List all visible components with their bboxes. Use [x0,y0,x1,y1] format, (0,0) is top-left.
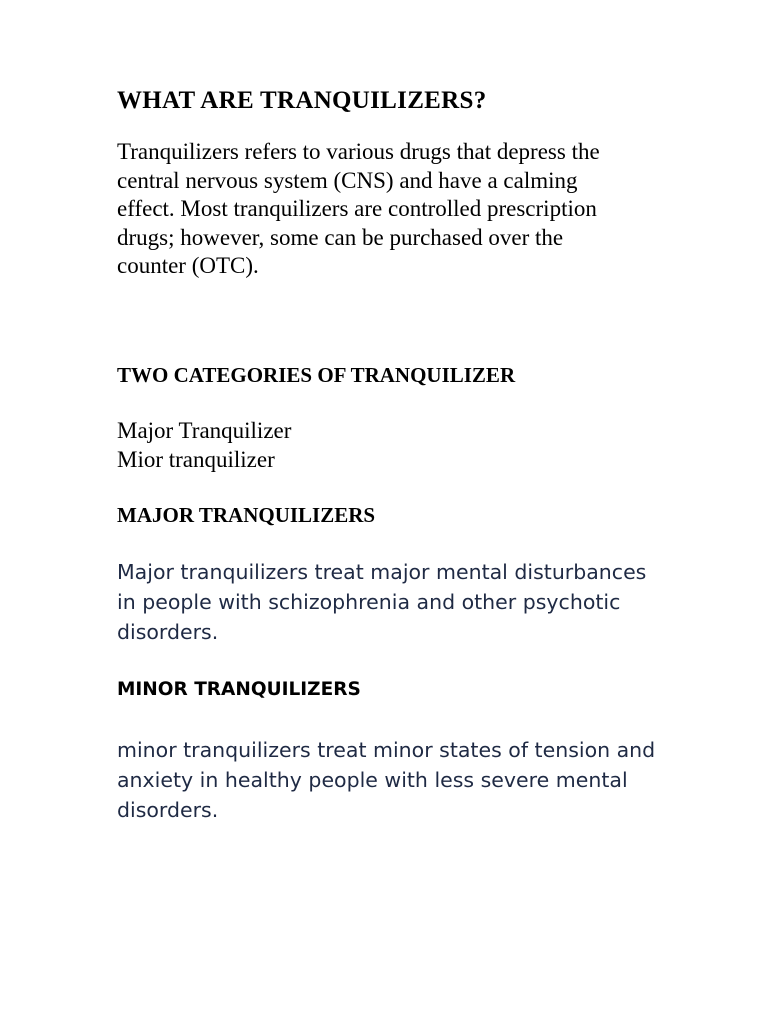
minor-heading: MINOR TRANQUILIZERS [117,679,361,700]
category-item-minor: Mior tranquilizer [117,446,275,472]
major-description: Major tranquilizers treat major mental disturbances in people with schizophrenia and other psychotic disorders. [117,560,647,644]
intro-paragraph: Tranquilizers refers to various drugs that depress the central nervous system (CNS) and have a calming effect. Most tranquilizers are controlled prescription drugs; however, some can be purchased over the counter (OTC). [117,139,600,278]
document-title: WHAT ARE TRANQUILIZERS? [117,87,487,114]
categories-heading: TWO CATEGORIES OF TRANQUILIZER [117,363,516,387]
minor-description: minor tranquilizers treat minor states of tension and anxiety in healthy people with less severe mental disorders. [117,738,656,822]
categories-list [117,417,291,474]
category-item-major: Major Tranquilizer [117,418,292,443]
major-heading: MAJOR TRANQUILIZERS [117,503,376,527]
